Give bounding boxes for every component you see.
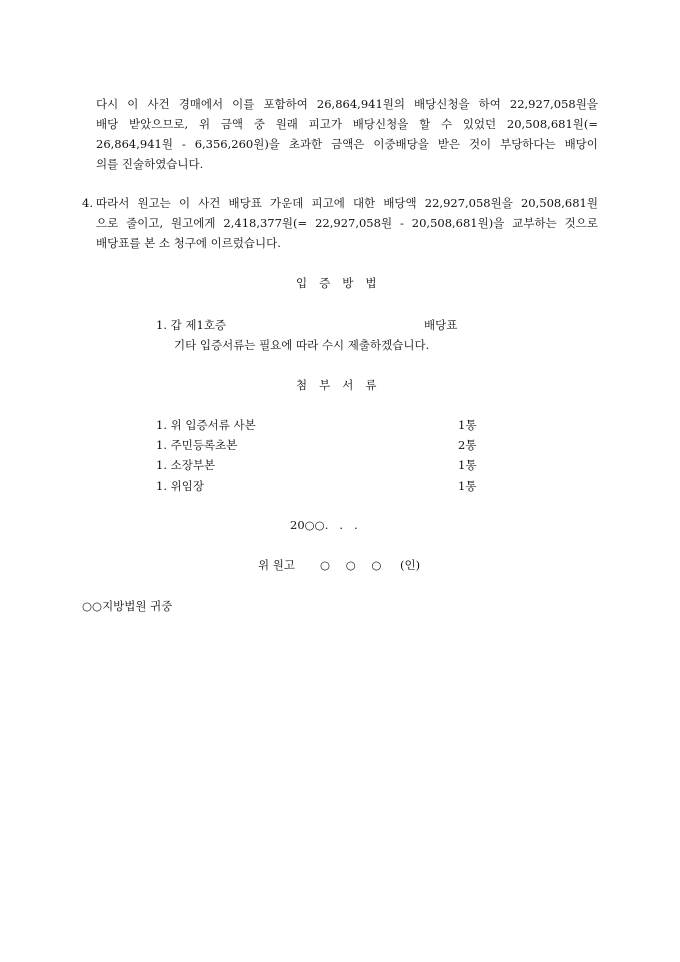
paragraph-line-text: 배당표를 본 소 청구에 이르렀습니다. (96, 236, 281, 250)
word: 배당액 (383, 196, 417, 210)
word: 초과한 (288, 137, 323, 151)
paragraph-line (96, 97, 598, 111)
word: 경매에서 (178, 97, 224, 111)
word: 20,508,681원)을 (411, 216, 505, 230)
paragraph-line (96, 236, 281, 250)
paragraph-line (96, 157, 203, 171)
evidence-item-value: 배당표 (424, 318, 458, 332)
paragraph-number: 4. (82, 196, 93, 210)
word: 이를 (232, 97, 255, 111)
signature-name: ○ ○ ○ (320, 558, 388, 572)
word: 배당신청을 (352, 117, 409, 131)
word: 할 (419, 117, 431, 131)
paragraph-line (96, 117, 598, 131)
word: 포함하여 (263, 97, 308, 111)
word: 이중배당을 (373, 137, 429, 151)
word: 피고가 (308, 117, 342, 131)
evidence-note: 기타 입증서류는 필요에 따라 수시 제출하겠습니다. (174, 338, 430, 352)
word: 금액 (220, 117, 244, 131)
word: 배당이 (564, 137, 598, 151)
word: 대한 (352, 196, 376, 210)
word: 중 (253, 117, 265, 131)
word: 으로 (96, 216, 119, 230)
paragraph-line (96, 137, 598, 151)
attachment-item-count: 2통 (458, 438, 477, 452)
word: 가운데 (270, 196, 304, 210)
word: 22,927,058원을 (509, 97, 598, 111)
attachment-item-count: 1통 (458, 418, 477, 432)
word: 교부하는 (512, 216, 557, 230)
date-line: 20○○. . . (290, 518, 358, 532)
word: 이 (127, 97, 139, 111)
word: 22,927,058원 (315, 216, 393, 230)
word: 부당하다는 (500, 137, 556, 151)
word: 다시 (96, 97, 119, 111)
court-name: ○○지방법원 귀중 (82, 599, 173, 613)
word: 위 (198, 117, 211, 131)
word: 20,508,681원 (520, 196, 598, 210)
paragraph-line (96, 216, 598, 230)
evidence-item-label: 1. 갑 제1호증 (156, 318, 227, 332)
attachment-item-count: 1통 (458, 479, 477, 493)
word: 받은 (437, 137, 461, 151)
word: 사건 (198, 196, 221, 210)
attachment-item-label: 1. 소장부본 (156, 458, 216, 472)
word: 따라서 (96, 196, 130, 210)
word: 금액은 (331, 137, 365, 151)
paragraph-line (96, 196, 598, 210)
word: 원래 (275, 117, 298, 131)
attachment-item-label: 1. 주민등록초본 (156, 438, 238, 452)
word: 이 (178, 196, 191, 210)
word: 있었던 (462, 117, 497, 131)
word: 26,864,941원의 (316, 97, 405, 111)
attachments-heading: 첨부서류 (296, 378, 389, 392)
attachment-item-label: 1. 위임장 (156, 479, 204, 493)
signature-label: 위 원고 (258, 558, 295, 572)
word: 22,927,058원을 (424, 196, 513, 210)
word: 하여 (478, 97, 501, 111)
word: 6,356,260원)을 (194, 137, 280, 151)
word: 수 (440, 117, 453, 131)
word: 배당표 (228, 196, 262, 210)
word: 2,418,377원(= (223, 216, 308, 230)
paragraph-line-text: 의를 진술하였습니다. (96, 157, 204, 171)
attachment-item-count: 1통 (458, 458, 477, 472)
signature-seal: (인) (400, 558, 421, 572)
attachment-item-label: 1. 위 입증서류 사본 (156, 418, 256, 432)
word: - (181, 137, 186, 151)
word: - (399, 216, 404, 230)
word: 줄이고, (126, 216, 164, 230)
word: 사건 (147, 97, 170, 111)
word: 원고에게 (171, 216, 216, 230)
word: 받았으므로, (128, 117, 189, 131)
word: 피고에 (311, 196, 345, 210)
word: 20,508,681원(= (506, 117, 598, 131)
word: 배당신청을 (414, 97, 470, 111)
word: 원고는 (137, 196, 171, 210)
word: 26,864,941원 (96, 137, 173, 151)
word: 배당 (96, 117, 119, 131)
evidence-heading: 입증방법 (296, 276, 389, 290)
word: 것이 (468, 137, 492, 151)
word: 것으로 (564, 216, 598, 230)
